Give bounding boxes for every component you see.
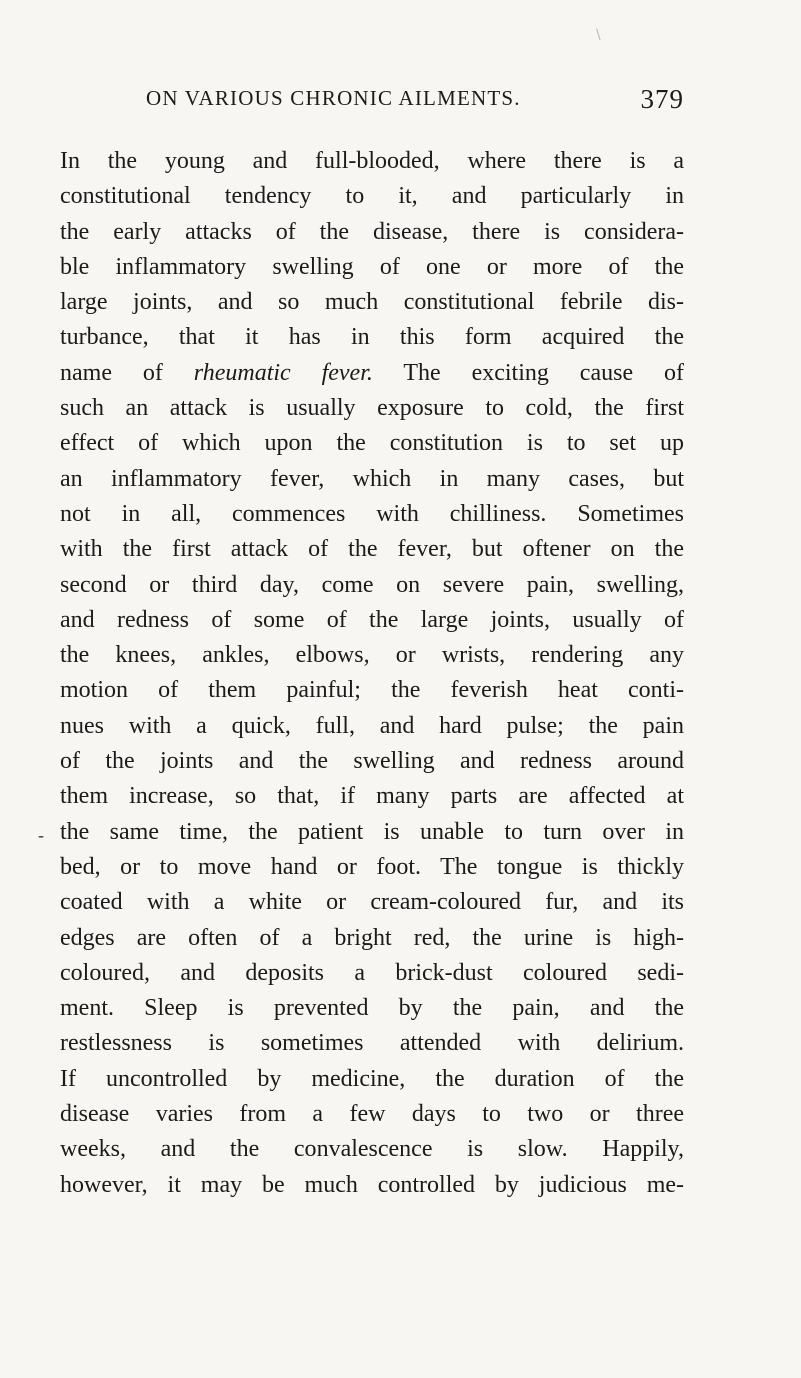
text-segment: the knees, ankles, elbows, or wrists, rendering any: [60, 642, 684, 669]
italic-term: rheumatic fever.: [193, 359, 373, 386]
text-line: [60, 779, 684, 814]
text-segment: them increase, so that, if many parts are affected at: [60, 783, 684, 810]
text-line: [60, 391, 684, 426]
text-line: [60, 532, 684, 567]
text-line: [60, 1062, 684, 1097]
text-segment: the early attacks of the disease, there is considera-: [60, 218, 684, 245]
running-head: [60, 84, 684, 122]
text-segment: the same time, the patient is unable to turn over in: [60, 818, 684, 845]
text-line: [60, 356, 684, 391]
text-segment: restlessness is sometimes attended with delirium.: [60, 1030, 684, 1057]
text-line: [60, 921, 684, 956]
text-line: [60, 285, 684, 320]
page-number: 379: [640, 84, 684, 114]
text-segment: edges are often of a bright red, the urine is high-: [60, 924, 684, 951]
text-line: [60, 603, 684, 638]
text-segment: second or third day, come on severe pain, swelling,: [60, 571, 684, 598]
text-segment: with the first attack of the fever, but oftener on the: [60, 536, 684, 563]
text-line: [60, 320, 684, 355]
text-line: [60, 426, 684, 461]
text-segment: name of: [60, 359, 194, 386]
text-segment: motion of them painful; the feverish heat conti-: [60, 677, 684, 704]
text-segment: coloured, and deposits a brick-dust coloured sedi-: [60, 959, 684, 986]
text-segment: however, it may be much controlled by judicious me-: [60, 1171, 684, 1198]
text-line: [60, 744, 684, 779]
running-title: ON VARIOUS CHRONIC AILMENTS.: [146, 86, 521, 110]
text-segment: disease varies from a few days to two or three: [60, 1101, 684, 1128]
text-line: [60, 497, 684, 532]
binding-mark: \: [596, 27, 601, 43]
text-segment: ble inflammatory swelling of one or more of the: [60, 253, 684, 280]
text-line: [60, 956, 684, 991]
text-line: [60, 1132, 684, 1167]
text-line: [60, 638, 684, 673]
text-line: [60, 144, 684, 179]
text-segment: ment. Sleep is prevented by the pain, and the: [60, 995, 684, 1022]
text-segment: nues with a quick, full, and hard pulse; the pain: [60, 712, 684, 739]
text-line: [60, 1026, 684, 1061]
text-line: [60, 250, 684, 285]
text-segment: coated with a white or cream-coloured fur, and its: [60, 889, 684, 916]
text-line: [60, 673, 684, 708]
text-segment: constitutional tendency to it, and particularly in: [60, 183, 684, 210]
margin-mark: -: [38, 825, 44, 845]
text-segment: weeks, and the convalescence is slow. Happily,: [60, 1136, 684, 1163]
text-segment: such an attack is usually exposure to cold, the first: [60, 395, 684, 422]
text-segment: bed, or to move hand or foot. The tongue is thickly: [60, 853, 684, 880]
text-line: [60, 462, 684, 497]
text-segment: effect of which upon the constitution is to set up: [60, 430, 684, 457]
text-segment: turbance, that it has in this form acquired the: [60, 324, 684, 351]
text-segment: and redness of some of the large joints, usually of: [60, 606, 684, 633]
text-segment: an inflammatory fever, which in many cases, but: [60, 465, 684, 492]
text-line: [60, 179, 684, 214]
text-line: [60, 568, 684, 603]
body-text: [60, 144, 684, 1203]
text-line: [60, 709, 684, 744]
text-segment: In the young and full-blooded, where there is a: [60, 148, 684, 174]
text-line: [60, 850, 684, 885]
text-line: [60, 215, 684, 250]
text-line: [60, 991, 684, 1026]
text-line: [60, 885, 684, 920]
text-segment: If uncontrolled by medicine, the duration of the: [60, 1065, 684, 1092]
text-segment: The exciting cause of: [372, 359, 685, 386]
text-line: [60, 1097, 684, 1132]
text-segment: not in all, commences with chilliness. Sometimes: [60, 500, 684, 527]
text-segment: of the joints and the swelling and redness around: [60, 748, 684, 775]
text-line: [60, 1168, 684, 1203]
text-segment: large joints, and so much constitutional febrile dis-: [60, 289, 684, 316]
text-line: [60, 815, 684, 850]
